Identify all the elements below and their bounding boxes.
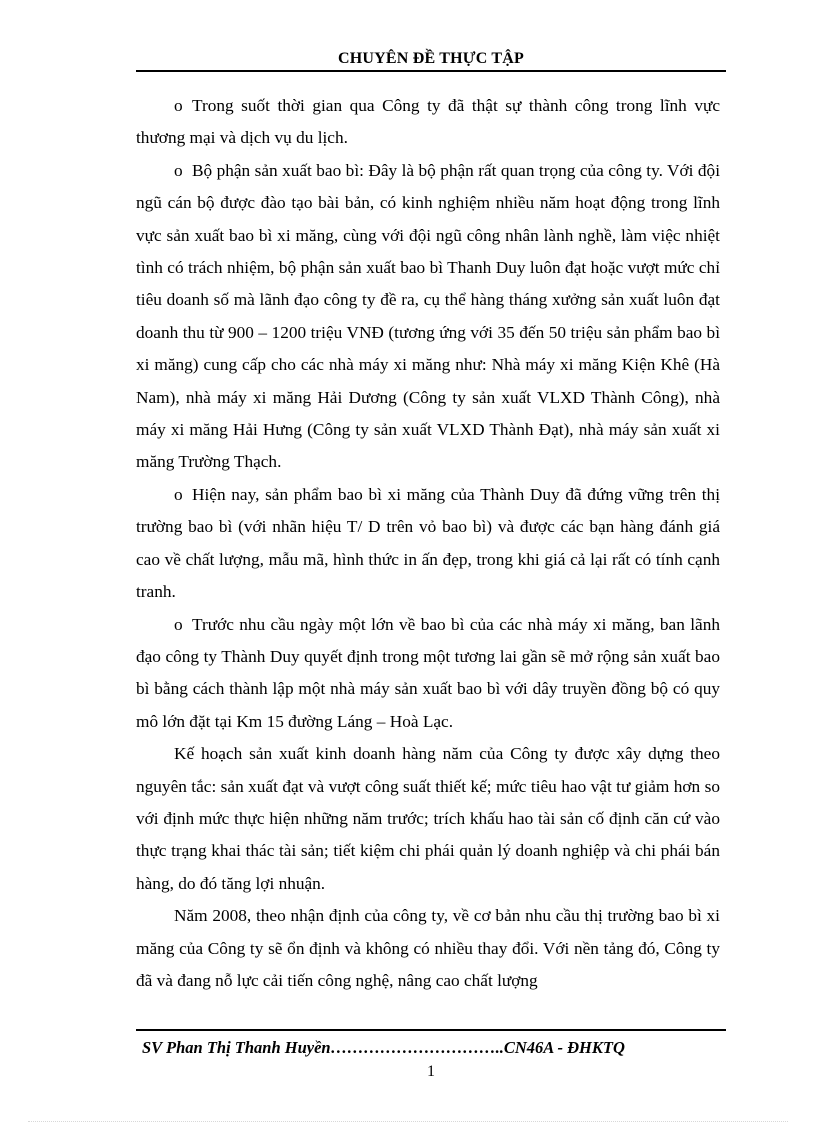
page-number: 1 xyxy=(427,1063,435,1080)
paragraph-bullet-2 xyxy=(136,155,720,479)
paragraph-bullet-4 xyxy=(136,609,720,739)
bullet-marker: o xyxy=(174,160,183,180)
paragraph-text: Trước nhu cầu ngày một lớn về bao bì của các nhà máy xi măng, ban lãnh đạo công ty Thành Duy quyết định trong một tương lai gần sẽ mở rộng sản xuất bao bì bằng cách thành lập một nhà máy sản xuất bao bì với dây truyền đồng bộ có quy mô lớn đặt tại Km 15 đường Láng – Hoà Lạc. xyxy=(136,614,720,731)
bullet-marker: o xyxy=(174,614,183,634)
footer-author-line: SV Phan Thị Thanh Huyền…………………………..CN46A - ĐHKTQ xyxy=(142,1038,625,1057)
paragraph-bullet-3 xyxy=(136,479,720,609)
paragraph-text: Bộ phận sản xuất bao bì: Đây là bộ phận rất quan trọng của công ty. Với đội ngũ cán bộ được đào tạo bài bản, có kinh nghiệm nhiều năm hoạt động trong lĩnh vực sản xuất bao bì xi măng, cùng với đội ngũ công nhân lành nghề, làm việc nhiệt tình có trách nhiệm, bộ phận sản xuất bao bì Thanh Duy luôn đạt hoặc vượt mức chỉ tiêu doanh số mà lãnh đạo công ty đề ra, cụ thể hàng tháng xưởng sản xuất luôn đạt doanh thu từ 900 – 1200 triệu VNĐ (tương ứng với 35 đến 50 triệu sản phẩm bao bì xi măng) cung cấp cho các nhà máy xi măng như: Nhà máy xi măng Kiện Khê (Hà Nam), nhà máy xi măng Hải Dương (Công ty sản xuất VLXD Thành Công), nhà máy xi măng Hải Hưng (Công ty sản xuất VLXD Thành Đạt), nhà máy sản xuất xi măng Trường Thạch. xyxy=(136,160,720,472)
bullet-marker: o xyxy=(174,484,183,504)
footer-divider xyxy=(136,1029,726,1031)
paragraph-bullet-1 xyxy=(136,90,720,155)
page-header-title: CHUYÊN ĐỀ THỰC TẬP xyxy=(338,50,524,67)
bullet-marker: o xyxy=(174,96,183,115)
page-bottom-dotted-line xyxy=(28,1121,788,1122)
paragraph-text: Trong suốt thời gian qua Công ty đã thật sự thành công trong lĩnh vực thương mại và dịch vụ du lịch. xyxy=(136,96,720,148)
paragraph-text: Hiện nay, sản phẩm bao bì xi măng của Thành Duy đã đứng vững trên thị trường bao bì (với nhãn hiệu T/ D trên vỏ bao bì) và được các bạn hàng đánh giá cao về chất lượng, mẫu mã, hình thức in ấn đẹp, trong khi giá cả lại rất có tính cạnh tranh. xyxy=(136,484,720,602)
paragraph-5: Kế hoạch sản xuất kinh doanh hàng năm của Công ty được xây dựng theo nguyên tắc: sản xuất đạt và vượt công suất thiết kế; mức tiêu hao vật tư giảm hơn so với định mức thực hiện những năm trước; trích khấu hao tài sản cố định căn cứ vào thực trạng khai thác tài sản; tiết kiệm chi phái quản lý doanh nghiệp và chi phái bán hàng, do đó tăng lợi nhuận. xyxy=(136,744,720,893)
document-body xyxy=(136,90,720,997)
header-divider xyxy=(136,70,726,72)
paragraph-6: Năm 2008, theo nhận định của công ty, về cơ bản nhu cầu thị trường bao bì xi măng của Công ty sẽ ổn định và không có nhiều thay đổi. Với nền tảng đó, Công ty đã và đang nỗ lực cải tiến công nghệ, nâng cao chất lượng xyxy=(136,906,720,990)
